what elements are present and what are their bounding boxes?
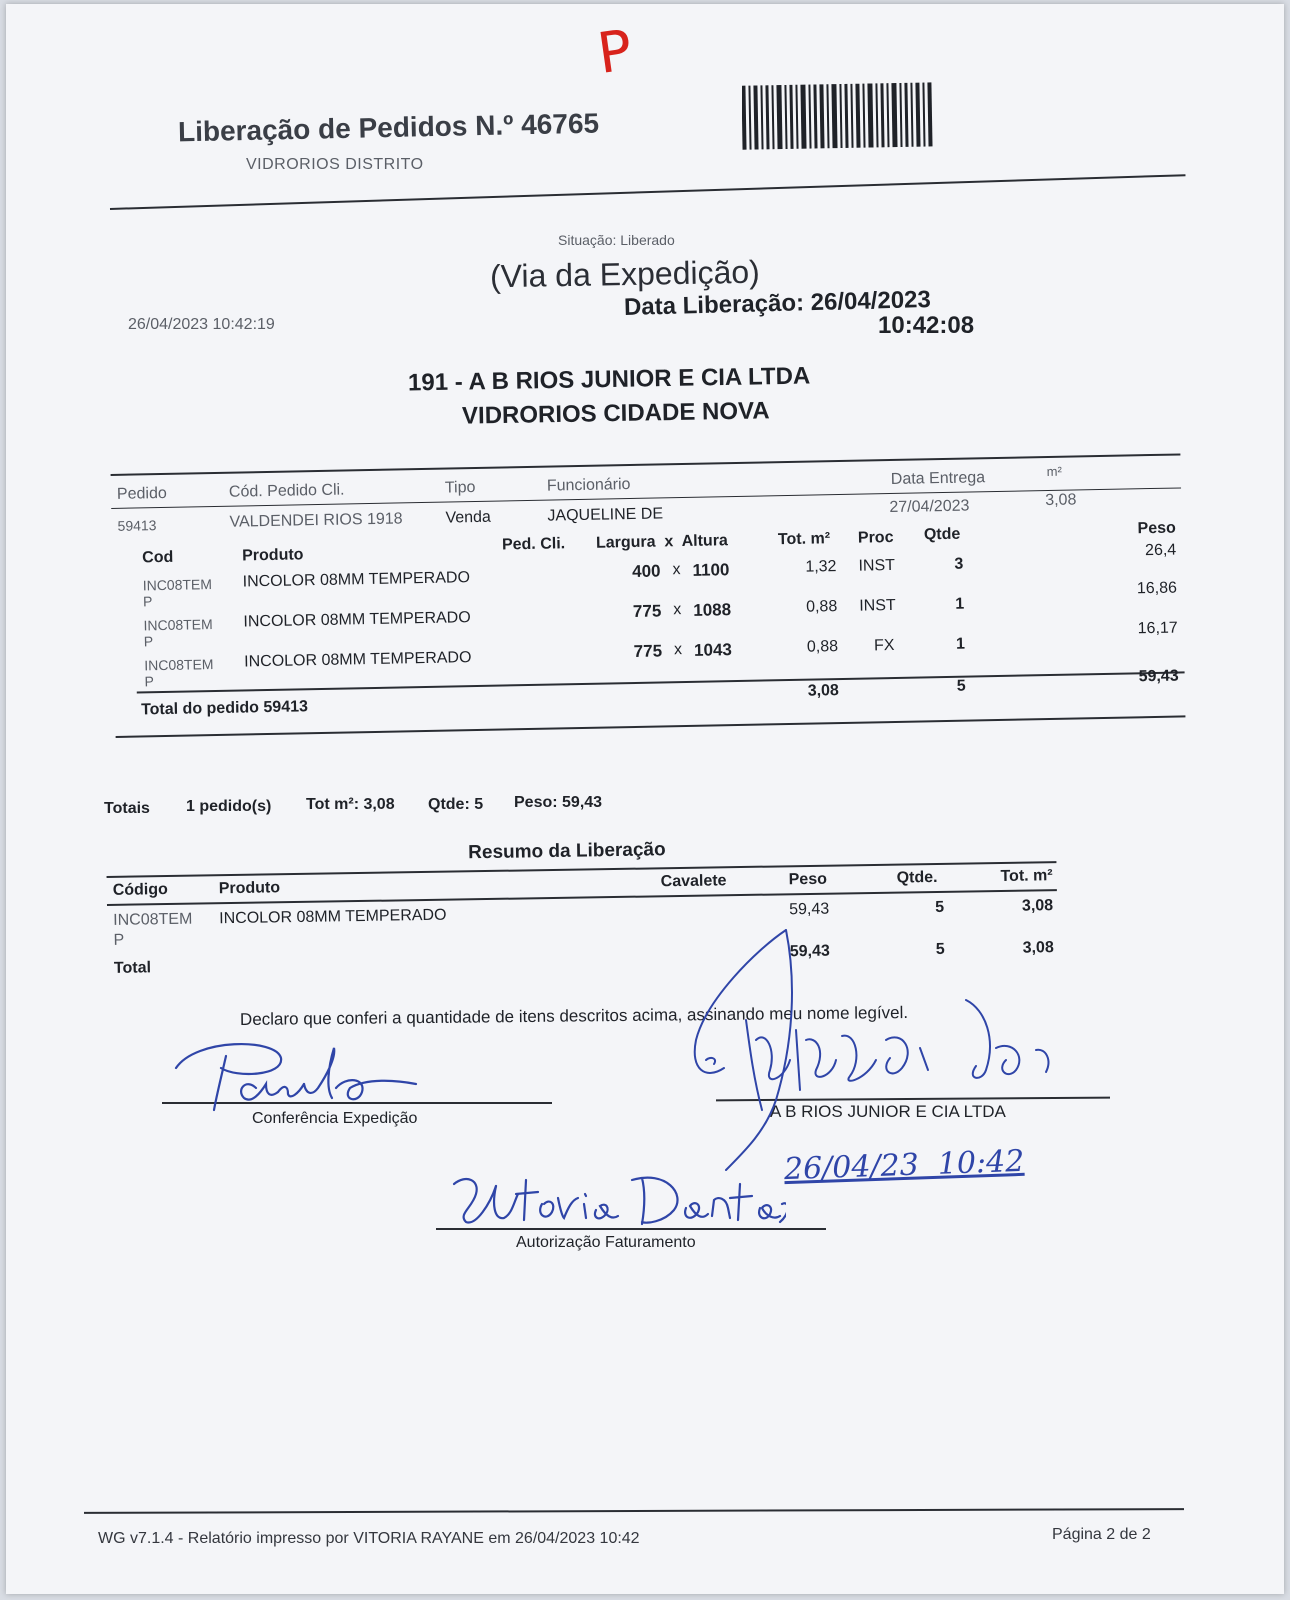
item-x: x xyxy=(673,601,682,619)
order-section xyxy=(110,423,1196,744)
conferencia-signature xyxy=(166,1028,446,1118)
item-altura: 1043 xyxy=(693,640,733,660)
item-cod-suffix: P xyxy=(143,633,154,650)
summary-total-tot-m2: 3,08 xyxy=(1022,939,1054,957)
item-largura: 400 xyxy=(631,561,661,581)
summary-col-produto: Produto xyxy=(218,879,281,898)
status-label: Situação: Liberado xyxy=(558,232,675,248)
item-altura: 1100 xyxy=(692,560,730,580)
conferencia-label: Conferência Expedição xyxy=(252,1110,418,1127)
summary-row-codigo-suffix: P xyxy=(113,931,125,949)
label-pedido: Pedido xyxy=(116,484,167,503)
label-tipo: Tipo xyxy=(444,478,476,497)
client-branch: VIDRORIOS CIDADE NOVA xyxy=(461,397,770,430)
summary-row-qtde: 5 xyxy=(934,898,945,916)
barcode-icon xyxy=(742,82,942,152)
item-peso: 26,4 xyxy=(1144,541,1177,560)
col-cod: Cod xyxy=(142,548,174,567)
item-tot-m2: 0,88 xyxy=(806,638,839,656)
item-produto: INCOLOR 08MM TEMPERADO xyxy=(244,649,472,671)
item-largura: 775 xyxy=(632,601,662,621)
footer-printed-by: WG v7.1.4 - Relatório impresso por VITORIA RAYANE em 26/04/2023 10:42 xyxy=(98,1530,640,1547)
totals-m2: Tot m²: 3,08 xyxy=(306,796,395,813)
item-largura: 775 xyxy=(633,641,663,661)
item-cod: INC08TEM xyxy=(142,576,213,594)
printed-timestamp: 26/04/2023 10:42:19 xyxy=(128,316,275,333)
totals-pedidos: 1 pedido(s) xyxy=(186,798,272,815)
client-signature-label: A B RIOS JUNIOR E CIA LTDA xyxy=(770,1102,1006,1121)
label-cod-pedido-cli: Cód. Pedido Cli. xyxy=(228,481,345,501)
summary-total-label: Total xyxy=(113,959,152,977)
item-peso: 16,86 xyxy=(1136,579,1178,598)
summary-total-peso: 59,43 xyxy=(789,942,830,961)
item-peso: 16,17 xyxy=(1137,619,1178,638)
company-name: VIDRORIOS DISTRITO xyxy=(246,156,424,173)
summary-row-tot-m2: 3,08 xyxy=(1021,897,1054,915)
order-total-m2: 3,08 xyxy=(807,682,840,700)
client-signature xyxy=(666,920,1086,1180)
order-bottom-divider xyxy=(116,715,1186,738)
summary-col-peso: Peso xyxy=(788,870,828,889)
release-date: Data Liberação: 26/04/2023 xyxy=(623,285,932,322)
autorizacao-signature xyxy=(446,1164,786,1234)
totals-label: Totais xyxy=(104,800,150,817)
summary-row-codigo: INC08TEM xyxy=(113,910,193,929)
order-total-label: Total do pedido 59413 xyxy=(140,698,309,719)
item-proc: FX xyxy=(873,636,895,655)
value-cod-pedido-cli: VALDENDEI RIOS 1918 xyxy=(229,510,403,531)
summary-row-peso: 59,43 xyxy=(789,900,830,919)
client-name: 191 - A B RIOS JUNIOR E CIA LTDA xyxy=(407,362,811,397)
item-proc: INST xyxy=(858,556,896,575)
totals-qtde: Qtde: 5 xyxy=(428,796,484,813)
handwritten-datetime: 26/04/23 10:42 xyxy=(783,1143,1025,1188)
item-cod: INC08TEM xyxy=(143,616,213,634)
col-peso: Peso xyxy=(1137,519,1176,538)
via-label: (Via da Expedição) xyxy=(489,253,761,295)
item-tot-m2: 0,88 xyxy=(805,598,838,616)
item-cod-suffix: P xyxy=(144,673,155,690)
item-cod-suffix: P xyxy=(142,593,153,610)
summary-col-codigo: Código xyxy=(112,881,168,899)
value-pedido: 59413 xyxy=(117,517,157,534)
col-proc: Proc xyxy=(857,528,894,547)
footer-page-number: Página 2 de 2 xyxy=(1052,1526,1151,1543)
item-proc: INST xyxy=(859,596,896,615)
item-produto: INCOLOR 08MM TEMPERADO xyxy=(243,609,471,631)
col-tot-m2: Tot. m² xyxy=(777,530,831,549)
value-data-entrega: 27/04/2023 xyxy=(889,497,970,517)
item-qtde: 1 xyxy=(955,595,965,613)
item-x: x xyxy=(673,641,683,659)
header-divider xyxy=(110,174,1186,210)
order-top-divider xyxy=(111,453,1181,476)
item-altura: 1088 xyxy=(693,600,732,620)
item-qtde: 3 xyxy=(954,555,964,573)
summary-col-tot-m2: Tot. m² xyxy=(1000,867,1053,885)
summary-title: Resumo da Liberação xyxy=(468,839,666,864)
footer-divider xyxy=(84,1508,1184,1514)
document-page xyxy=(6,4,1284,1594)
label-m2: m² xyxy=(1046,463,1063,480)
col-qtde: Qtde xyxy=(923,525,961,544)
order-total-peso: 59,43 xyxy=(1138,667,1179,686)
item-tot-m2: 1,32 xyxy=(805,558,837,576)
document-title: Liberação de Pedidos N.º 46765 xyxy=(177,107,600,148)
item-cod: INC08TEM xyxy=(144,656,214,674)
col-ped-cli: Ped. Cli. xyxy=(501,535,566,554)
label-data-entrega: Data Entrega xyxy=(890,469,986,489)
value-funcionario: JAQUELINE DE xyxy=(547,505,664,525)
value-tipo: Venda xyxy=(445,508,492,527)
label-funcionario: Funcionário xyxy=(546,476,631,495)
item-x: x xyxy=(672,561,681,579)
totals-peso: Peso: 59,43 xyxy=(514,794,603,811)
order-total-qtde: 5 xyxy=(956,677,966,695)
col-produto: Produto xyxy=(242,546,304,565)
col-largura-altura: Largura x Altura xyxy=(595,532,729,552)
value-m2: 3,08 xyxy=(1045,491,1077,510)
release-time: 10:42:08 xyxy=(878,312,975,339)
red-check-mark: P xyxy=(593,17,637,88)
item-qtde: 1 xyxy=(955,635,966,653)
declaration-text: Declaro que conferi a quantidade de itens descritos acima, assinando meu nome legível. xyxy=(239,1003,909,1029)
item-produto: INCOLOR 08MM TEMPERADO xyxy=(242,569,471,591)
summary-total-qtde: 5 xyxy=(935,940,945,958)
summary-row-produto: INCOLOR 08MM TEMPERADO xyxy=(219,906,447,928)
summary-col-cavalete: Cavalete xyxy=(660,872,727,891)
summary-col-qtde: Qtde. xyxy=(896,868,938,887)
autorizacao-label: Autorização Faturamento xyxy=(516,1234,696,1251)
